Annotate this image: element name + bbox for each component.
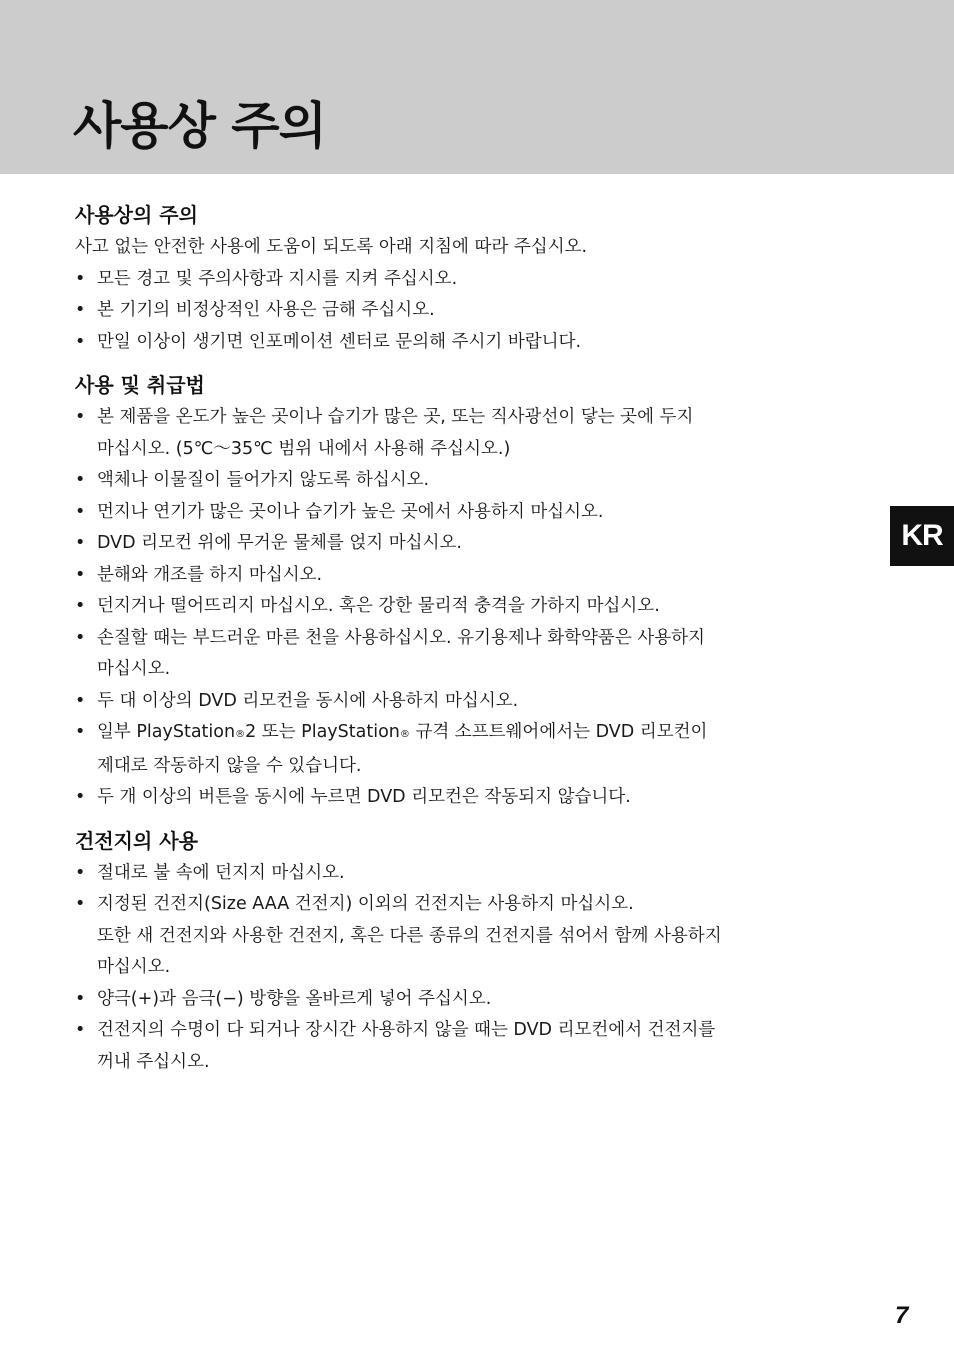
list-item: • 지정된 건전지(Size AAA 건전지) 이외의 건전지는 사용하지 마십시오. 또한 새 건전지와 사용한 건전지, 혹은 다른 종류의 건전지를 섞어서 함께 사용하지 마십시오.	[75, 889, 885, 984]
list-item: • 분해와 개조를 하지 마십시오.	[75, 560, 885, 592]
registered-mark: ®	[399, 729, 410, 740]
section-heading: 사용 및 취급법	[75, 373, 205, 397]
page-number: 7	[895, 1302, 909, 1329]
page-title: 사용상 주의	[73, 97, 326, 155]
bullet-list	[75, 858, 885, 1079]
list-item: • 만일 이상이 생기면 인포메이션 센터로 문의해 주시기 바랍니다.	[75, 327, 885, 359]
list-item: • 본 기기의 비정상적인 사용은 금해 주십시오.	[75, 295, 885, 327]
list-item: • DVD 리모컨 위에 무거운 물체를 얹지 마십시오.	[75, 528, 885, 560]
section-heading: 건전지의 사용	[75, 828, 198, 853]
language-tab: KR	[890, 506, 954, 566]
registered-mark: ®	[235, 729, 246, 740]
list-item: • 던지거나 떨어뜨리지 마십시오. 혹은 강한 물리적 충격을 가하지 마십시오.	[75, 591, 885, 623]
bullet-list	[75, 264, 885, 359]
list-item: • 본 제품을 온도가 높은 곳이나 습기가 많은 곳, 또는 직사광선이 닿는 곳에 두지 마십시오. (5℃～35℃ 범위 내에서 사용해 주십시오.)	[75, 402, 885, 465]
list-item: • 일부 PlayStation®2 또는 PlayStation® 규격 소프트웨어에서는 DVD 리모컨이 제대로 작동하지 않을 수 있습니다.	[75, 717, 885, 782]
list-item: • 양극(+)과 음극(−) 방향을 올바르게 넣어 주십시오.	[75, 984, 885, 1016]
section-intro: 사고 없는 안전한 사용에 도움이 되도록 아래 지침에 따라 주십시오.	[75, 237, 588, 257]
section-batteries	[75, 826, 885, 1079]
list-item: • 건전지의 수명이 다 되거나 장시간 사용하지 않을 때는 DVD 리모컨에서 건전지를 꺼내 주십시오.	[75, 1015, 885, 1078]
page-content	[75, 200, 885, 1090]
list-item: • 먼지나 연기가 많은 곳이나 습기가 높은 곳에서 사용하지 마십시오.	[75, 497, 885, 529]
section-heading: 사용상의 주의	[75, 203, 198, 227]
section-precautions	[75, 200, 885, 358]
bullet-list	[75, 402, 885, 814]
list-item: • 액체나 이물질이 들어가지 않도록 하십시오.	[75, 465, 885, 497]
list-item: • 손질할 때는 부드러운 마른 천을 사용하십시오. 유기용제나 화학약품은 사용하지 마십시오.	[75, 623, 885, 686]
list-item: • 두 대 이상의 DVD 리모컨을 동시에 사용하지 마십시오.	[75, 686, 885, 718]
list-item: • 모든 경고 및 주의사항과 지시를 지켜 주십시오.	[75, 264, 885, 296]
section-usage	[75, 370, 885, 814]
list-item: • 절대로 불 속에 던지지 마십시오.	[75, 858, 885, 890]
list-item: • 두 개 이상의 버튼을 동시에 누르면 DVD 리모컨은 작동되지 않습니다.	[75, 782, 885, 814]
